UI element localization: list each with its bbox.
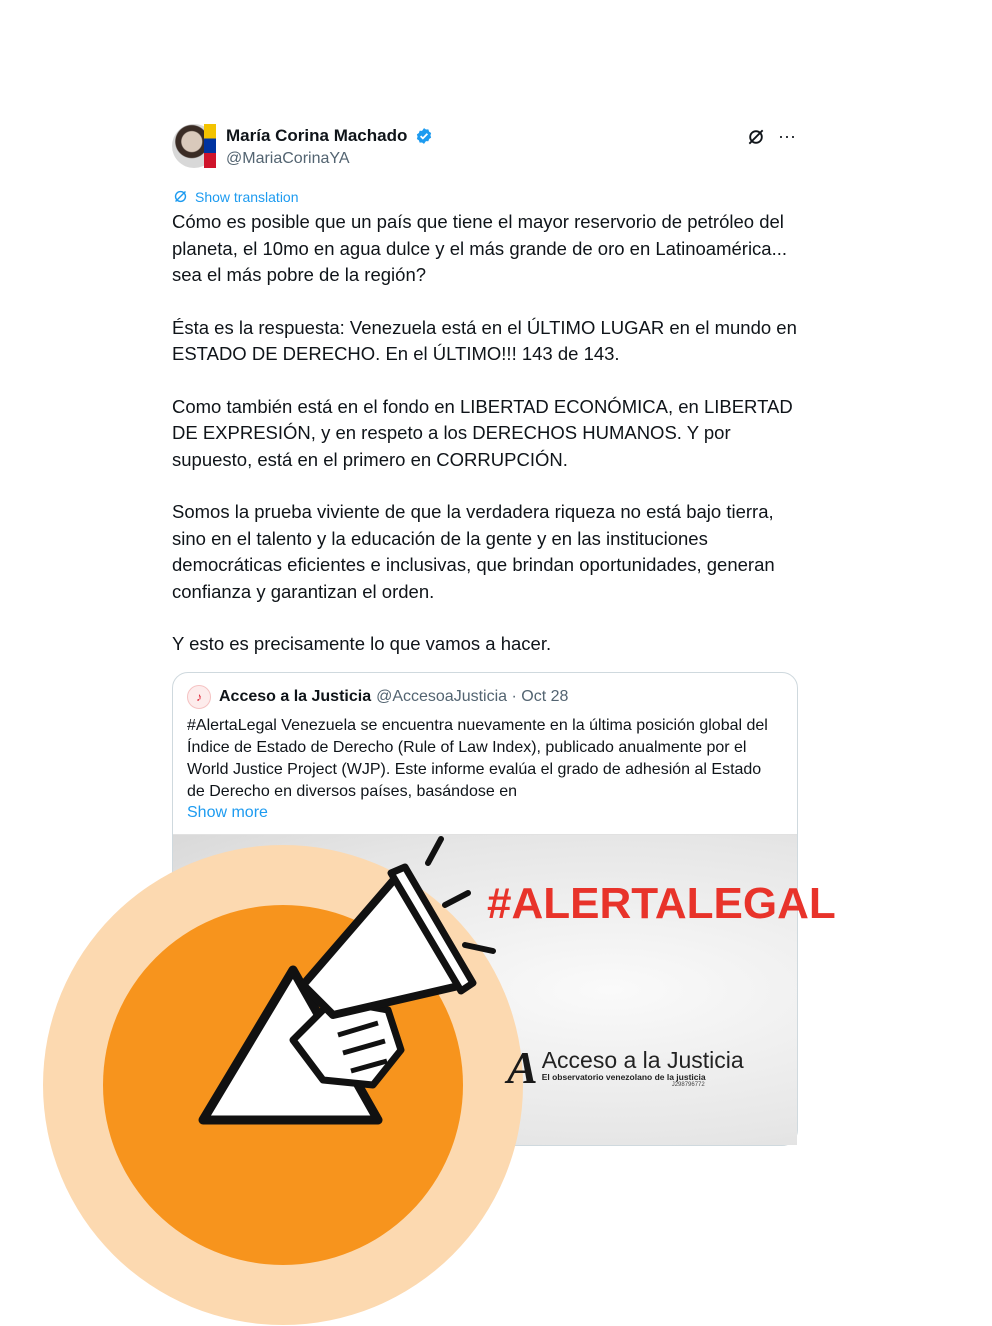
tweet-paragraph-5: Y esto es precisamente lo que vamos a hacer.: [172, 633, 552, 654]
flag-decoration: [204, 124, 216, 168]
acceso-justicia-logo: [507, 1041, 744, 1094]
alerta-legal-headline: #ALERTALEGAL: [487, 879, 836, 929]
logo-subtitle: El observatorio venezolano de la justicia: [541, 1072, 706, 1083]
tweet-body: [172, 209, 798, 658]
author-handle[interactable]: @MariaCorinaYA: [226, 150, 350, 167]
show-translation-label: Show translation: [195, 188, 299, 205]
logo-title: Acceso a la Justicia: [541, 1047, 744, 1074]
tweet-paragraph-2: Ésta es la respuesta: Venezuela está en el ÚLTIMO LUGAR en el mundo en ESTADO DE DERECHO. En el ÚLTIMO!!! 143 de 143.: [172, 316, 797, 364]
quoted-tweet-header: [173, 673, 797, 709]
logo-mark: A: [507, 1042, 538, 1094]
tweet-paragraph-4: Somos la prueba viviente de que la verdadera riqueza no está bajo tierra, sino en el talento y la educación de la gente y en las instituciones democráticas eficientes e inclusivas, que brindan oportunidades, generan confianza y garantizan el orden.: [172, 501, 775, 602]
quoted-author-meta: @AccesoaJusticia · Oct 28: [376, 687, 569, 705]
quoted-tweet[interactable]: [172, 672, 836, 1147]
avatar[interactable]: [172, 124, 216, 168]
quoted-tweet-text: #AlertaLegal Venezuela se encuentra nuevamente en la última posición global del Índice de Estado de Derecho (Rule of Law Index), publicado anualmente por el World Justice Project (WJP). Este informe evalúa el grado de adhesión al Estado de Derecho en diversos países, basándose en: [187, 716, 768, 801]
more-options-icon[interactable]: ···: [778, 126, 796, 146]
tweet-paragraph-3: Como también está en el fondo en LIBERTAD ECONÓMICA, en LIBERTAD DE EXPRESIÓN, y en respeto a los DERECHOS HUMANOS. Y por supuesto, está en el primero en CORRUPCIÓN.: [172, 395, 793, 470]
author-block: [226, 126, 433, 168]
header-actions: [746, 126, 796, 147]
quoted-tweet-image[interactable]: [173, 834, 836, 1145]
tweet: [172, 122, 836, 1186]
show-more-link[interactable]: Show more: [187, 804, 268, 822]
translate-icon: [172, 188, 189, 205]
show-translation-link[interactable]: [172, 188, 798, 205]
logo-text: [542, 1047, 744, 1088]
quoted-author-name[interactable]: Acceso a la Justicia: [219, 687, 372, 705]
author-name[interactable]: María Corina Machado: [226, 126, 408, 145]
tweet-header: [172, 122, 798, 174]
verified-badge-icon: [415, 127, 433, 145]
logo-code: J298796772: [671, 1082, 705, 1089]
tweet-paragraph-1: Cómo es posible que un país que tiene el mayor reservorio de petróleo del planeta, el 10mo en agua dulce y el más grande de oro en Latinoamérica... sea el más pobre de la región?: [172, 211, 788, 285]
quoted-avatar[interactable]: ♪: [187, 685, 211, 709]
grok-icon[interactable]: [746, 127, 766, 147]
